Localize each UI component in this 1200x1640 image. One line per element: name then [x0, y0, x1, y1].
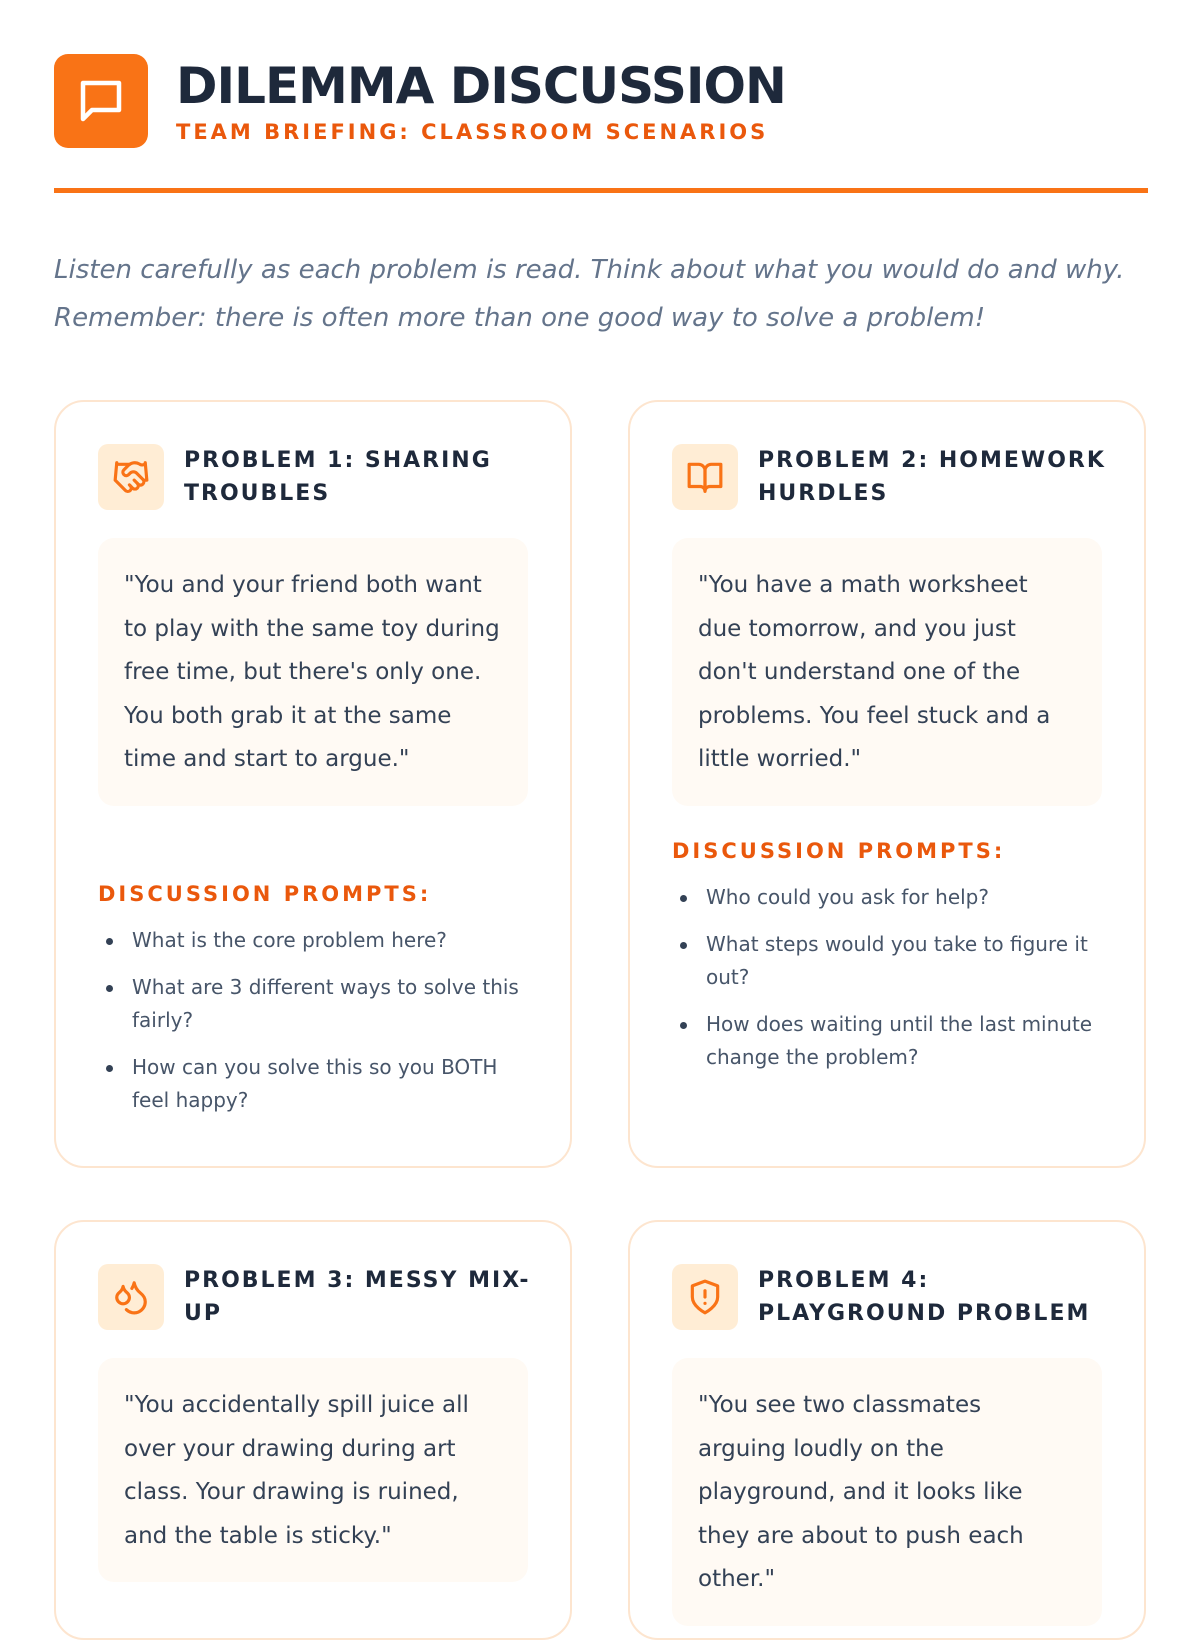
intro-text: Listen carefully as each problem is read. Think about what you would do and why. Remember: there is often more than one good way to solve a problem!: [54, 255, 1125, 333]
handshake-icon: [98, 444, 164, 510]
prompt-list: [672, 881, 1102, 1088]
page-title: DILEMMA DISCUSSION: [176, 57, 786, 115]
prompt-list: [98, 924, 528, 1131]
problem-title: PROBLEM 1: SHARING TROUBLES: [184, 448, 492, 506]
problem-quote: "You and your friend both want to play with the same toy during free time, but there's only one. You both grab it at the same time and start to argue.": [98, 538, 528, 806]
prompt-item: What is the core problem here?: [98, 924, 528, 957]
chat-bubble-icon: [54, 54, 148, 148]
problem-card-2: [628, 400, 1146, 1168]
prompts-label: DISCUSSION PROMPTS:: [98, 882, 432, 906]
problem-quote: "You see two classmates arguing loudly on the playground, and it looks like they are about to push each other.": [672, 1358, 1102, 1626]
problem-title: PROBLEM 3: MESSY MIX-UP: [184, 1268, 531, 1326]
problem-title: PROBLEM 4: PLAYGROUND PROBLEM: [758, 1268, 1091, 1326]
problem-title: PROBLEM 2: HOMEWORK HURDLES: [758, 448, 1106, 506]
prompts-label: DISCUSSION PROMPTS:: [672, 839, 1006, 863]
prompt-item: What are 3 different ways to solve this fairly?: [98, 971, 528, 1037]
header: [54, 54, 1148, 194]
header-divider: [54, 188, 1148, 193]
book-icon: [672, 444, 738, 510]
prompt-item: Who could you ask for help?: [672, 881, 1102, 914]
problem-card-4: [628, 1220, 1146, 1640]
shield-alert-icon: [672, 1264, 738, 1330]
problem-card-3: [54, 1220, 572, 1640]
problem-card-1: [54, 400, 572, 1168]
droplets-icon: [98, 1264, 164, 1330]
problem-quote: "You have a math worksheet due tomorrow, and you just don't understand one of the problems. You feel stuck and a little worried.": [672, 538, 1102, 806]
page-subtitle: TEAM BRIEFING: CLASSROOM SCENARIOS: [176, 120, 769, 144]
prompt-item: How can you solve this so you BOTH feel happy?: [98, 1051, 528, 1117]
problem-quote: "You accidentally spill juice all over your drawing during art class. Your drawing is ruined, and the table is sticky.": [98, 1358, 528, 1582]
prompt-item: What steps would you take to figure it out?: [672, 928, 1102, 994]
prompt-item: How does waiting until the last minute change the problem?: [672, 1008, 1102, 1074]
